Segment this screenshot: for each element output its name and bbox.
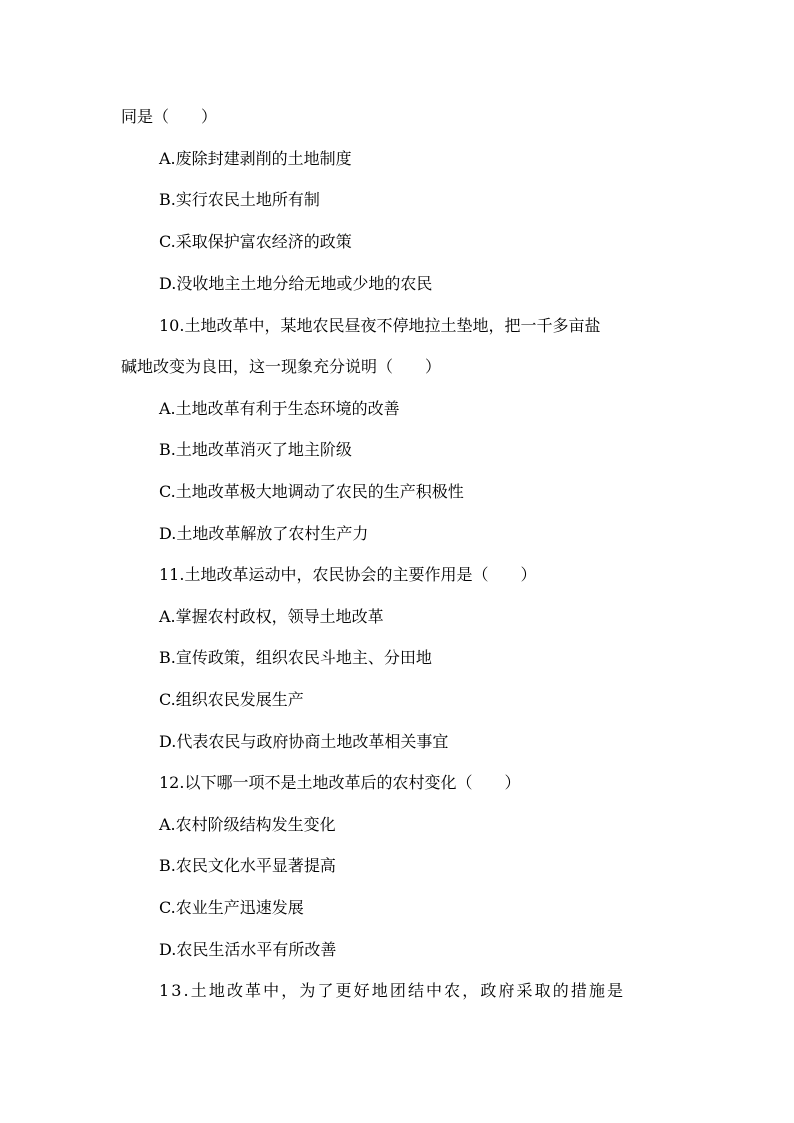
question-10-option-a: A.土地改革有利于生态环境的改善 [159, 399, 400, 418]
question-11-option-d: D.代表农民与政府协商土地改革相关事宜 [159, 732, 449, 751]
question-9-option-a: A.废除封建剥削的土地制度 [159, 149, 352, 168]
question-12-option-b: B.农民文化水平显著提高 [159, 856, 336, 875]
question-9-option-d: D.没收地主土地分给无地或少地的农民 [159, 274, 433, 293]
question-13-stem: 13.土地改革中，为了更好地团结中农，政府采取的措施是 [159, 981, 626, 1000]
question-10-stem-line2: 碱地改变为良田，这一现象充分说明（ ） [121, 357, 442, 376]
question-9-option-b: B.实行农民土地所有制 [159, 190, 320, 209]
question-11-option-b: B.宣传政策，组织农民斗地主、分田地 [159, 648, 432, 667]
question-12-option-a: A.农村阶级结构发生变化 [159, 815, 336, 834]
question-10-option-d: D.土地改革解放了农村生产力 [159, 524, 369, 543]
question-10-option-b: B.土地改革消灭了地主阶级 [159, 440, 352, 459]
question-11-option-c: C.组织农民发展生产 [159, 690, 304, 709]
question-10-option-c: C.土地改革极大地调动了农民的生产积极性 [159, 482, 464, 501]
question-12-option-d: D.农民生活水平有所改善 [159, 940, 337, 959]
question-9-continuation: 同是（ ） [121, 107, 218, 126]
question-11-option-a: A.掌握农村政权，领导土地改革 [159, 607, 384, 626]
question-9-option-c: C.采取保护富农经济的政策 [159, 232, 352, 251]
question-11-stem: 11.土地改革运动中，农民协会的主要作用是（ ） [159, 565, 537, 584]
question-10-stem-line1: 10.土地改革中，某地农民昼夜不停地拉土垫地，把一千多亩盐 [159, 316, 601, 335]
question-12-option-c: C.农业生产迅速发展 [159, 898, 304, 917]
question-12-stem: 12.以下哪一项不是土地改革后的农村变化（ ） [159, 773, 521, 792]
